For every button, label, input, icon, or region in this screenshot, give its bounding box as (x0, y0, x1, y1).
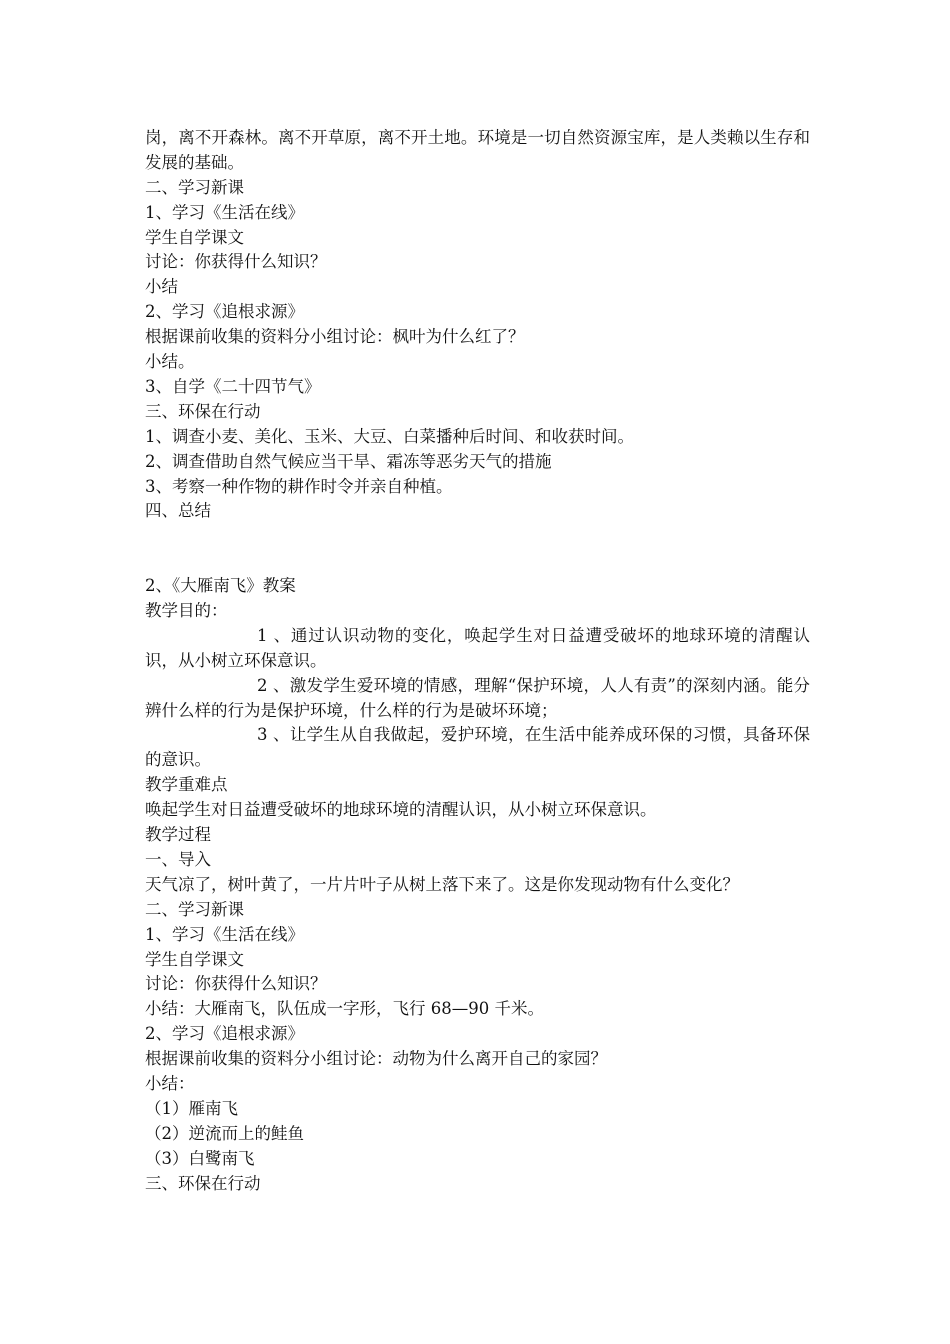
goal-item: 2 、激发学生爱环境的情感，理解“保护环境，人人有责”的深刻内涵。能分辨什么样的行为是保护环境，什么样的行为是破坏环境； (145, 675, 810, 720)
key-heading: 教学重难点 (145, 775, 228, 795)
step-line: 小结。 (145, 352, 195, 372)
step-line: 3、考察一种作物的耕作时令并亲自种植。 (145, 476, 453, 496)
intro-continuation: 岗，离不开森林。离不开草原，离不开土地。环境是一切自然资源宝库，是人类赖以生存和发展的基础。 (145, 128, 810, 172)
section-heading-new-lesson: 二、学习新课 (145, 177, 244, 197)
list-item: （2）逆流而上的鲑鱼 (145, 1123, 304, 1143)
blank-space (145, 524, 810, 574)
step-line: 小结： (145, 1074, 195, 1093)
goal-item: 1 、通过认识动物的变化，唤起学生对日益遭受破坏的地球环境的清醒认识，从小树立环保意识。 (145, 625, 810, 670)
process-heading: 教学过程 (145, 825, 211, 845)
step-line: 1、学习《生活在线》 (145, 924, 304, 944)
step-line: 小结：大雁南飞，队伍成一字形，飞行 68—90 千米。 (145, 999, 544, 1019)
step-line: 讨论：你获得什么知识？ (145, 252, 327, 272)
goal-item: 3 、让学生从自我做起，爱护环境，在生活中能养成环保的习惯，具备环保的意识。 (145, 725, 810, 770)
step-line: 学生自学课文 (145, 949, 244, 969)
step-line: 小结 (145, 277, 178, 297)
step-line: 1、调查小麦、美化、玉米、大豆、白菜播种后时间、和收获时间。 (145, 426, 634, 446)
step-line: 2、学习《追根求源》 (145, 302, 304, 322)
step-line: 根据课前收集的资料分小组讨论：动物为什么离开自己的家园？ (145, 1049, 607, 1069)
section-heading-action: 三、环保在行动 (145, 1173, 261, 1193)
step-line: 1、学习《生活在线》 (145, 202, 304, 222)
list-item: （1）雁南飞 (145, 1098, 238, 1118)
intro-heading: 一、导入 (145, 849, 211, 869)
step-line: 3、自学《二十四节气》 (145, 376, 321, 396)
step-line: 根据课前收集的资料分小组讨论：枫叶为什么红了？ (145, 327, 525, 347)
goal-heading: 教学目的： (145, 600, 228, 620)
step-line: 讨论：你获得什么知识？ (145, 974, 327, 994)
step-line: 2、学习《追根求源》 (145, 1024, 304, 1044)
list-item: （3）白鹭南飞 (145, 1148, 255, 1168)
document-body (145, 126, 810, 1196)
step-line: 2、调查借助自然气候应当干旱、霜冻等恶劣天气的措施 (145, 451, 552, 471)
section-heading-action: 三、环保在行动 (145, 401, 261, 421)
intro-text: 天气凉了，树叶黄了，一片片叶子从树上落下来了。这是你发现动物有什么变化？ (145, 874, 739, 894)
lesson-title: 2、《大雁南飞》教案 (145, 576, 296, 596)
section-heading-summary: 四、总结 (145, 501, 211, 521)
section-heading-new-lesson: 二、学习新课 (145, 899, 244, 919)
key-text: 唤起学生对日益遭受破坏的地球环境的清醒认识，从小树立环保意识。 (145, 800, 657, 820)
step-line: 学生自学课文 (145, 227, 244, 247)
